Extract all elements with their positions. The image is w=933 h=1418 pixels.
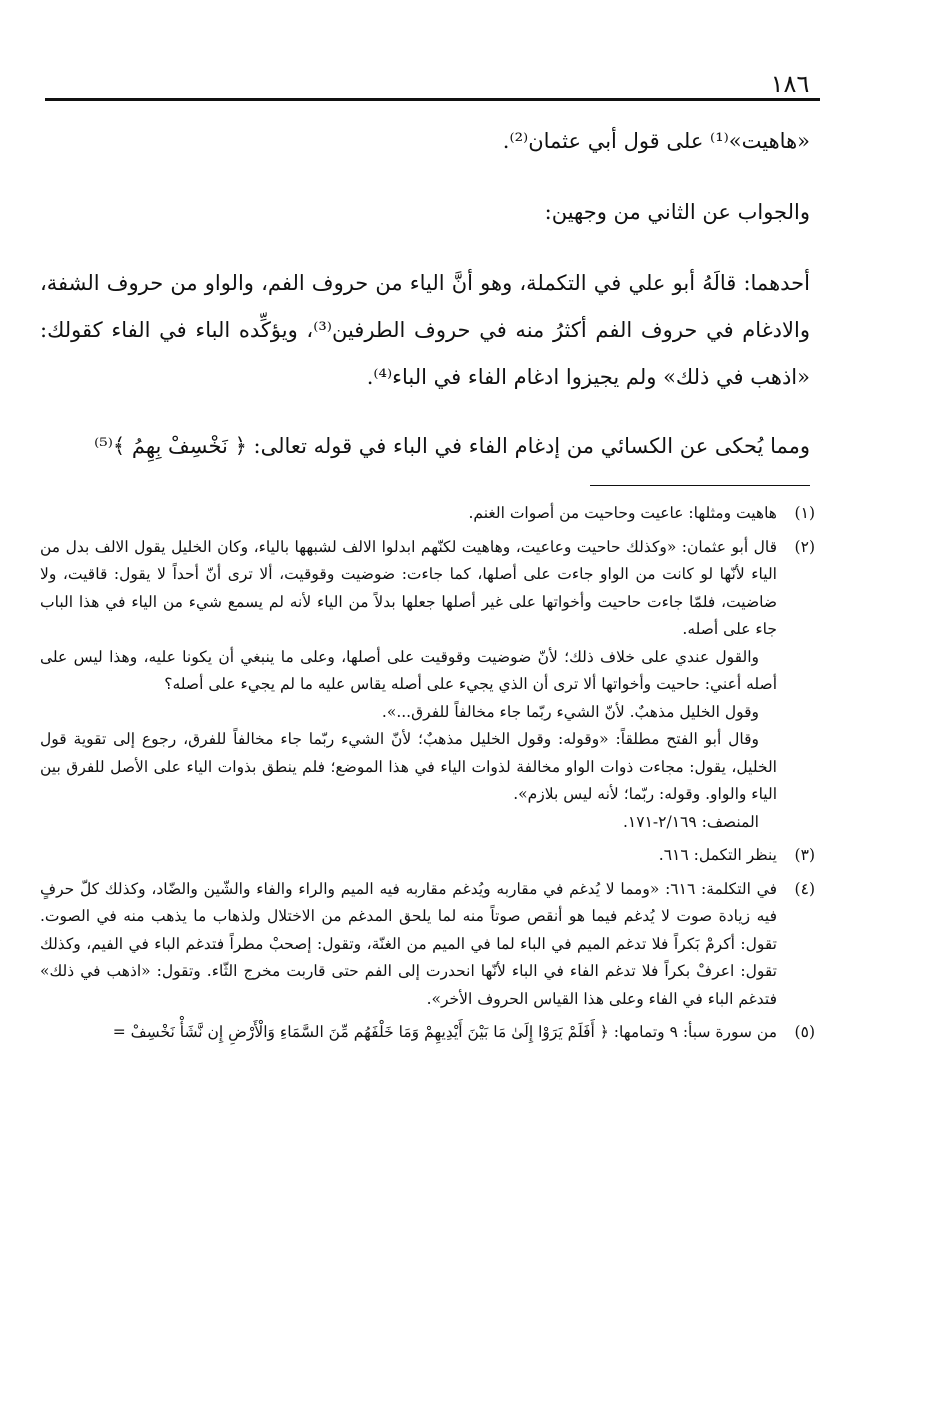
footnote-number: (٥) xyxy=(794,1023,815,1041)
footnote-number: (١) xyxy=(794,504,815,522)
main-text xyxy=(40,118,810,470)
footnote-number: (٢) xyxy=(794,537,815,556)
footnote xyxy=(40,534,815,837)
page-number: ١٨٦ xyxy=(770,70,810,98)
footnote xyxy=(40,500,815,528)
footnote-text: المنصف: ٢/١٦٩-١٧١. xyxy=(622,812,759,831)
footnote xyxy=(40,1019,815,1047)
body-paragraph: والجواب عن الثاني من وجهين: xyxy=(544,200,810,224)
footnotes xyxy=(40,500,815,1047)
footnote-text: وقول الخليل مذهبٌ. لأنّ الشيء ربّما جاء مخالفاً للفرق...». xyxy=(381,702,759,721)
footnote xyxy=(40,842,815,870)
footnote xyxy=(40,876,815,1014)
body-paragraph: «هاهيت»⁽¹⁾ على قول أبي عثمان⁽²⁾. xyxy=(502,129,810,153)
footnote-separator xyxy=(590,485,810,486)
footnote-text: وقال أبو الفتح مطلقاً: «وقوله: وقول الخليل مذهبٌ؛ لأنّ الشيء ربّما جاء مخالفاً للفرق، رجوع إلى تقوية قول الخليل، يقول: مجاءت ذوات الواو مخالفة لذوات الياء في هذا الموضع؛ فلم ينطق بذوات الياء على الأصل للفرق بين الياء والواو. وقوله: ربّما؛ لأنه ليس بلازم». xyxy=(40,730,777,803)
footnote-text: من سورة سبأ: ٩ وتمامها: ﴿ أَفَلَمْ يَرَوْا إِلَىٰ مَا بَيْنَ أَيْدِيهِمْ وَمَا خَلْفَهُم مِّنَ السَّمَاءِ وَالْأَرْضِ إِن نَّشَأْ نَخْسِفْ = xyxy=(112,1023,777,1041)
footnote-number: (٣) xyxy=(794,846,815,864)
body-paragraph: ومما يُحكى عن الكسائي من إدغام الفاء في الباء في قوله تعالى: ﴿ نَخْسِفْ بِهِمُ ﴾⁽⁵⁾ xyxy=(94,434,810,458)
footnote-text: في التكلمة: ٦١٦: «ومما لا يُدغم في مقاربه ويُدغم مقاربه فيه الميم والراء والفاء والشّين والضّاد، وكذلك كلّ حرفٍ فيه زيادة صوت لا يُدغم فيما هو أنقص صوتاً منه لما يلحق المدغم من الاختلال ولذهاب ما يذهب منه في الصوت. تقول: أكرمْ بَكراً فلا تدغم الميم في الباء لما في الميم من الغنّة، وتقول: إصحبْ مطراً فتدغم الباء في الفيم، وكذلك تقول: اعرفْ بكراً فلا تدغم الفاء في الباء لأنّها انحدرت إلى الفم حتى قاربت مخرج الثّاء. وتقول: «اذهب في ذلك» فتدغم الباء في الفاء وعلى هذا القياس الحروف الأخر». xyxy=(40,879,777,1008)
footnote-text: قال أبو عثمان: «وكذلك حاحيت وعاعيت، وهاهيت لكنّهم ابدلوا الالف لشبهها بالياء، وكان الخليل يقول الالف بدل من الياء لأنّها لو كانت من الواو جاءت على أصلها، كما جاءت: ضوضيت وقوقيت، ألا ترى أنّ أحداً لا يقول: قاقيت، ولا ضاضيت، فلمّا جاءت حاحيت وأخواتها على غير أصلها جعلها بدلاً من الياء لأنه لم يسمع شيء من الياء في هذا الباب جاء على أصله. xyxy=(40,537,777,638)
footnote-text: ينظر التكمل: ٦١٦. xyxy=(658,846,777,864)
footnote-text: هاهيت ومثلها: عاعيت وحاحيت من أصوات الغنم. xyxy=(468,504,777,522)
footnote-number: (٤) xyxy=(794,879,815,898)
body-paragraph: أحدهما: قالَهُ أبو علي في التكملة، وهو أنَّ الياء من حروف الفم، والواو من حروف الشفة، والادغام في حروف الفم أكثرُ منه في حروف الطرفين⁽³⁾، ويؤكِّده الباء في الفاء كقولك: «اذهب في ذلك» ولم يجيزوا ادغام الفاء في الباء⁽⁴⁾. xyxy=(40,271,810,389)
footnote-text: والقول عندي على خلاف ذلك؛ لأنّ ضوضيت وقوقيت على أصلها، وعلى ما ينبغي أن يكونا عليه، وهذا ليس على أصله أعني: حاحيت وأخواتها ألا ترى أن الذي يجيء على أصله يقاس عليه ما لم يجيء على أصله؟ xyxy=(40,647,777,693)
header-rule xyxy=(45,98,820,101)
